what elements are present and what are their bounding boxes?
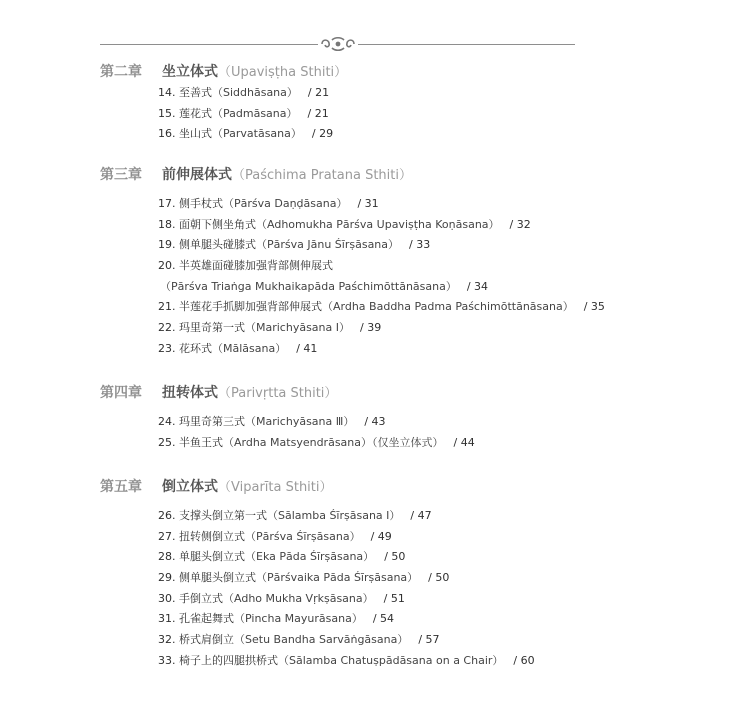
entry-sanskrit: （Pārśva Daṇḍāsana） bbox=[223, 197, 348, 210]
toc-entry[interactable] bbox=[158, 194, 605, 215]
entry-page: / 50 bbox=[384, 550, 406, 564]
entry-sanskrit: （Sālamba Śīrṣāsana Ⅰ） bbox=[267, 509, 401, 522]
chapter-section bbox=[100, 164, 605, 360]
entry-sanskrit: （Pārśva Jānu Śīrṣāsana） bbox=[256, 238, 400, 252]
entry-number: 32. bbox=[158, 633, 176, 647]
toc-entry[interactable] bbox=[158, 589, 535, 610]
entry-sanskrit: （Adho Mukha Vṛkṣāsana） bbox=[223, 591, 374, 605]
entry-number: 26. bbox=[158, 509, 176, 522]
entry-name: 扭转侧倒立式 bbox=[179, 529, 245, 543]
entry-page: / 21 bbox=[307, 106, 329, 120]
entry-number: 25. bbox=[158, 435, 176, 449]
entry-page: / 51 bbox=[383, 591, 405, 605]
toc-entry[interactable] bbox=[158, 215, 605, 236]
toc-entry[interactable] bbox=[158, 104, 347, 125]
toc-entry[interactable] bbox=[158, 527, 535, 548]
entry-sanskrit: （Pārśvaika Pāda Śīrṣāsana） bbox=[256, 571, 419, 585]
chapter-heading bbox=[100, 61, 347, 83]
toc-entry[interactable] bbox=[158, 630, 535, 651]
entry-number: 19. bbox=[158, 238, 176, 252]
entry-number: 22. bbox=[158, 321, 176, 335]
entry-name: 玛里奇第一式 bbox=[179, 321, 245, 335]
entry-page: / 49 bbox=[370, 529, 392, 543]
entry-name: 半英雄面碰膝加强背部侧伸展式 bbox=[179, 259, 333, 273]
entry-sanskrit: （Marichyāsana Ⅰ） bbox=[245, 321, 351, 335]
entry-page: / 29 bbox=[311, 127, 334, 141]
entry-sanskrit: （Padmāsana） bbox=[212, 106, 298, 120]
chapter-subtitle: （Paśchima Pratana Sthiti） bbox=[232, 168, 412, 183]
entry-name: 花环式 bbox=[179, 341, 212, 355]
chapter-title: 坐立体式 bbox=[162, 64, 218, 80]
entry-number: 31. bbox=[158, 612, 176, 626]
chapter-number: 第四章 bbox=[100, 385, 142, 401]
toc-entry[interactable] bbox=[158, 256, 605, 277]
entry-name: 玛里奇第三式 bbox=[179, 415, 245, 428]
entry-number: 23. bbox=[158, 341, 176, 355]
entry-number: 27. bbox=[158, 529, 176, 543]
chapter-section bbox=[100, 382, 475, 453]
entry-list bbox=[158, 412, 475, 453]
chapter-subtitle: （Parivṛtta Sthiti） bbox=[218, 386, 338, 401]
toc-entry[interactable] bbox=[158, 83, 347, 104]
toc-entry[interactable] bbox=[158, 506, 535, 527]
entry-sanskrit: （Setu Bandha Sarvāṅgāsana） bbox=[234, 633, 409, 647]
chapter-section bbox=[100, 476, 535, 672]
toc-entry[interactable] bbox=[158, 651, 535, 672]
header-ornament bbox=[100, 34, 575, 54]
entry-sanskrit: （Marichyāsana Ⅲ） bbox=[245, 415, 355, 428]
entry-page: / 57 bbox=[418, 633, 440, 647]
entry-page: / 60 bbox=[513, 653, 535, 667]
entry-name: 桥式肩倒立 bbox=[179, 633, 234, 647]
entry-page: / 34 bbox=[466, 279, 489, 293]
entry-page: / 50 bbox=[428, 571, 450, 585]
entry-sanskrit: （Ardha Baddha Padma Paśchimōttānāsana） bbox=[322, 300, 574, 314]
entry-name: 莲花式 bbox=[179, 106, 212, 120]
entry-name: 椅子上的四腿拱桥式 bbox=[179, 653, 278, 667]
entry-name: 支撑头倒立第一式 bbox=[179, 509, 267, 522]
entry-list bbox=[158, 506, 535, 672]
entry-number: 24. bbox=[158, 415, 176, 428]
entry-number: 18. bbox=[158, 217, 176, 231]
toc-entry[interactable] bbox=[158, 568, 535, 589]
entry-sanskrit: （Eka Pāda Śīrṣāsana） bbox=[245, 550, 375, 564]
entry-sanskrit: （Pārśva Triaṅga Mukhaikapāda Paśchimōttānāsana） bbox=[160, 279, 457, 293]
chapter-title: 前伸展体式 bbox=[162, 167, 232, 183]
entry-name: 侧手杖式 bbox=[179, 197, 223, 210]
toc-entry-continuation[interactable] bbox=[158, 277, 605, 298]
entry-page: / 54 bbox=[372, 612, 395, 626]
entry-page: / 41 bbox=[296, 341, 318, 355]
entry-name: 单腿头倒立式 bbox=[179, 550, 245, 564]
chapter-title: 扭转体式 bbox=[162, 385, 218, 401]
toc-entry[interactable] bbox=[158, 235, 605, 256]
entry-number: 14. bbox=[158, 86, 176, 99]
entry-page: / 39 bbox=[360, 321, 382, 335]
entry-number: 15. bbox=[158, 106, 176, 120]
chapter-number: 第三章 bbox=[100, 167, 142, 183]
chapter-title: 倒立体式 bbox=[162, 479, 218, 495]
chapter-heading bbox=[100, 382, 475, 404]
toc-entry[interactable] bbox=[158, 339, 605, 360]
chapter-heading bbox=[100, 164, 605, 186]
entry-page: / 44 bbox=[453, 435, 475, 449]
chapter-section bbox=[100, 61, 347, 145]
entry-name: 手倒立式 bbox=[179, 591, 223, 605]
entry-sanskrit: （Ardha Matsyendrāsana）（仅坐立体式） bbox=[223, 435, 444, 449]
entry-sanskrit: （Pārśva Śīrṣāsana） bbox=[245, 529, 361, 543]
chapter-heading bbox=[100, 476, 535, 498]
entry-name: 面朝下侧坐角式 bbox=[179, 217, 256, 231]
entry-sanskrit: （Sālamba Chatuṣpādāsana on a Chair） bbox=[278, 653, 504, 667]
entry-number: 20. bbox=[158, 259, 176, 273]
toc-entry[interactable] bbox=[158, 609, 535, 630]
chapter-number: 第五章 bbox=[100, 479, 142, 495]
toc-entry[interactable] bbox=[158, 297, 605, 318]
entry-name: 半鱼王式 bbox=[179, 435, 223, 449]
scroll-ornament-icon bbox=[318, 34, 358, 54]
entry-name: 孔雀起舞式 bbox=[179, 612, 234, 626]
chapter-subtitle: （Viparīta Sthiti） bbox=[218, 480, 333, 495]
entry-name: 坐山式 bbox=[179, 127, 212, 141]
entry-page: / 31 bbox=[357, 197, 379, 210]
entry-sanskrit: （Parvatāsana） bbox=[212, 127, 302, 141]
entry-name: 侧单腿头碰膝式 bbox=[179, 238, 256, 252]
entry-sanskrit: （Mālāsana） bbox=[212, 341, 287, 355]
toc-entry[interactable] bbox=[158, 412, 475, 433]
entry-number: 33. bbox=[158, 653, 176, 667]
entry-number: 16. bbox=[158, 127, 176, 141]
entry-page: / 43 bbox=[364, 415, 386, 428]
entry-name: 至善式 bbox=[179, 86, 212, 99]
entry-number: 30. bbox=[158, 591, 176, 605]
entry-number: 17. bbox=[158, 197, 176, 210]
entry-name: 侧单腿头倒立式 bbox=[179, 571, 256, 585]
entry-name: 半莲花手抓脚加强背部伸展式 bbox=[179, 300, 322, 314]
entry-page: / 32 bbox=[509, 217, 531, 231]
entry-number: 21. bbox=[158, 300, 176, 314]
toc-entry[interactable] bbox=[158, 433, 475, 454]
entry-number: 29. bbox=[158, 571, 176, 585]
entry-sanskrit: （Pincha Mayurāsana） bbox=[234, 612, 363, 626]
entry-page: / 35 bbox=[583, 300, 605, 314]
entry-sanskrit: （Siddhāsana） bbox=[212, 86, 298, 99]
entry-page: / 47 bbox=[410, 509, 432, 522]
toc-entry[interactable] bbox=[158, 547, 535, 568]
chapter-subtitle: （Upaviṣṭha Sthiti） bbox=[218, 65, 348, 80]
toc-entry[interactable] bbox=[158, 124, 347, 145]
entry-number: 28. bbox=[158, 550, 176, 564]
entry-page: / 21 bbox=[307, 86, 330, 99]
entry-sanskrit: （Adhomukha Pārśva Upaviṣṭha Koṇāsana） bbox=[256, 217, 500, 231]
chapter-number: 第二章 bbox=[100, 64, 142, 80]
entry-list bbox=[158, 194, 605, 360]
toc-entry[interactable] bbox=[158, 318, 605, 339]
entry-page: / 33 bbox=[409, 238, 431, 252]
entry-list bbox=[158, 83, 347, 145]
